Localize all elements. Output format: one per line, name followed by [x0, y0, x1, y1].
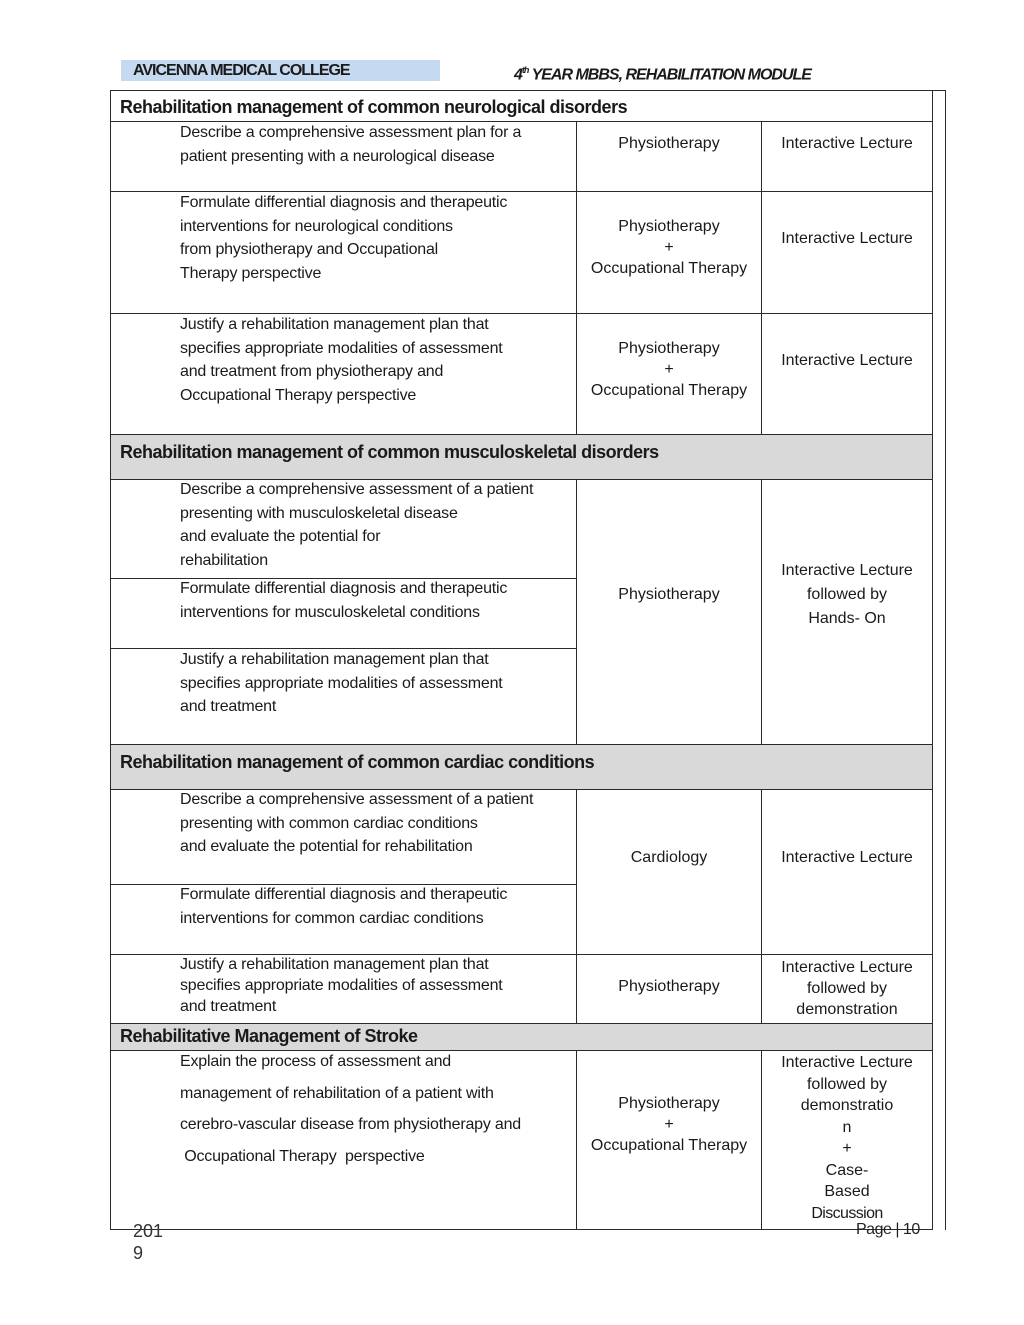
method-cell: Interactive Lecture followed by Hands- On [781, 562, 913, 627]
section-title-stroke: Rehabilitative Management of Stroke [120, 1026, 418, 1046]
section-title-neurological: Rehabilitation management of common neurological disorders [120, 97, 628, 117]
section-title-cardiac: Rehabilitation management of common cardiac conditions [120, 752, 595, 772]
method-cell: Interactive Lecture [781, 352, 913, 369]
objective-msk-assessment: Describe a comprehensive assessment of a patient presenting with musculoskeletal disease and evaluate the potential for rehabilitation [180, 481, 534, 569]
department-cell: Cardiology [630, 849, 708, 866]
method-cell: Interactive Lecture [781, 849, 913, 866]
page-number: Page | 10 [856, 1221, 920, 1238]
module-title: 4th YEAR MBBS, REHABILITATION MODULE [514, 65, 811, 84]
objective-cardiac-plan: Justify a rehabilitation management plan that specifies appropriate modalities of assessment and treatment [180, 956, 503, 1015]
section-title-musculoskeletal: Rehabilitation management of common musculoskeletal disorders [120, 442, 659, 462]
objective-msk-diagnosis: Formulate differential diagnosis and therapeutic interventions for musculoskeletal conditions [180, 580, 508, 621]
method-cell: Interactive Lecture followed by demonstration [781, 959, 913, 1018]
department-cell: Physiotherapy + Occupational Therapy [590, 340, 748, 399]
college-name: AVICENNA MEDICAL COLLEGE [121, 60, 440, 81]
department-cell: Physiotherapy + Occupational Therapy [590, 218, 748, 277]
objective-stroke: Explain the process of assessment and management of rehabilitation of a patient with cerebro-vascular disease from physiotherapy and Occupational Therapy perspective [180, 1053, 521, 1165]
method-cell: Interactive Lecture followed by demonstratio n + Case- Based Discussion [781, 1054, 913, 1222]
objective-neuro-plan: Justify a rehabilitation management plan that specifies appropriate modalities of assessment and treatment from physiotherapy and Occupational Therapy perspective [180, 316, 503, 404]
objective-cardiac-assessment: Describe a comprehensive assessment of a patient presenting with common cardiac conditions and evaluate the potential for rehabilitation [180, 791, 534, 855]
objective-cardiac-diagnosis: Formulate differential diagnosis and therapeutic interventions for common cardiac conditions [180, 886, 508, 927]
objective-neuro-diagnosis: Formulate differential diagnosis and therapeutic interventions for neurological conditions from physiotherapy and Occupational Therapy perspective [180, 194, 508, 282]
objective-neuro-assessment: Describe a comprehensive assessment plan for a patient presenting with a neurological disease [180, 124, 522, 165]
method-cell: Interactive Lecture [781, 230, 913, 247]
footer-year: 201 9 [133, 1221, 164, 1263]
department-cell: Physiotherapy + Occupational Therapy [590, 1095, 748, 1154]
department-cell: Physiotherapy [618, 978, 720, 995]
department-cell: Physiotherapy [618, 135, 720, 152]
objective-msk-plan: Justify a rehabilitation management plan that specifies appropriate modalities of assessment and treatment [180, 651, 503, 715]
department-cell: Physiotherapy [618, 586, 720, 603]
method-cell: Interactive Lecture [781, 135, 913, 152]
